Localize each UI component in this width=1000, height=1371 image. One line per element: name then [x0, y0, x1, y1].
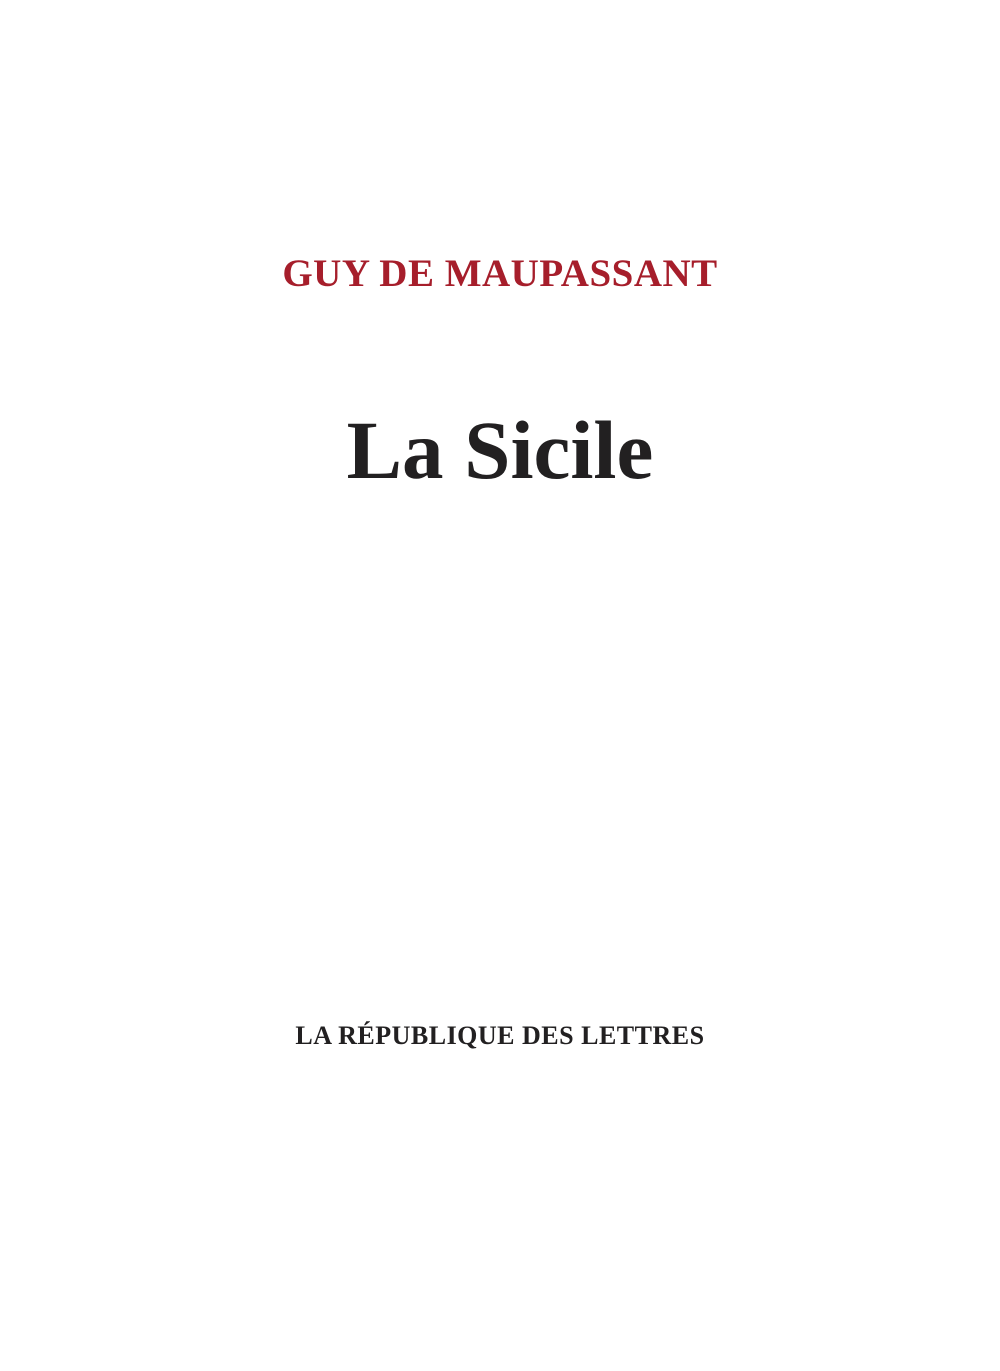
publisher-name: LA RÉPUBLIQUE DES LETTRES [295, 1021, 705, 1050]
book-title: La Sicile [346, 404, 654, 496]
author-name: GUY DE MAUPASSANT [282, 252, 718, 295]
